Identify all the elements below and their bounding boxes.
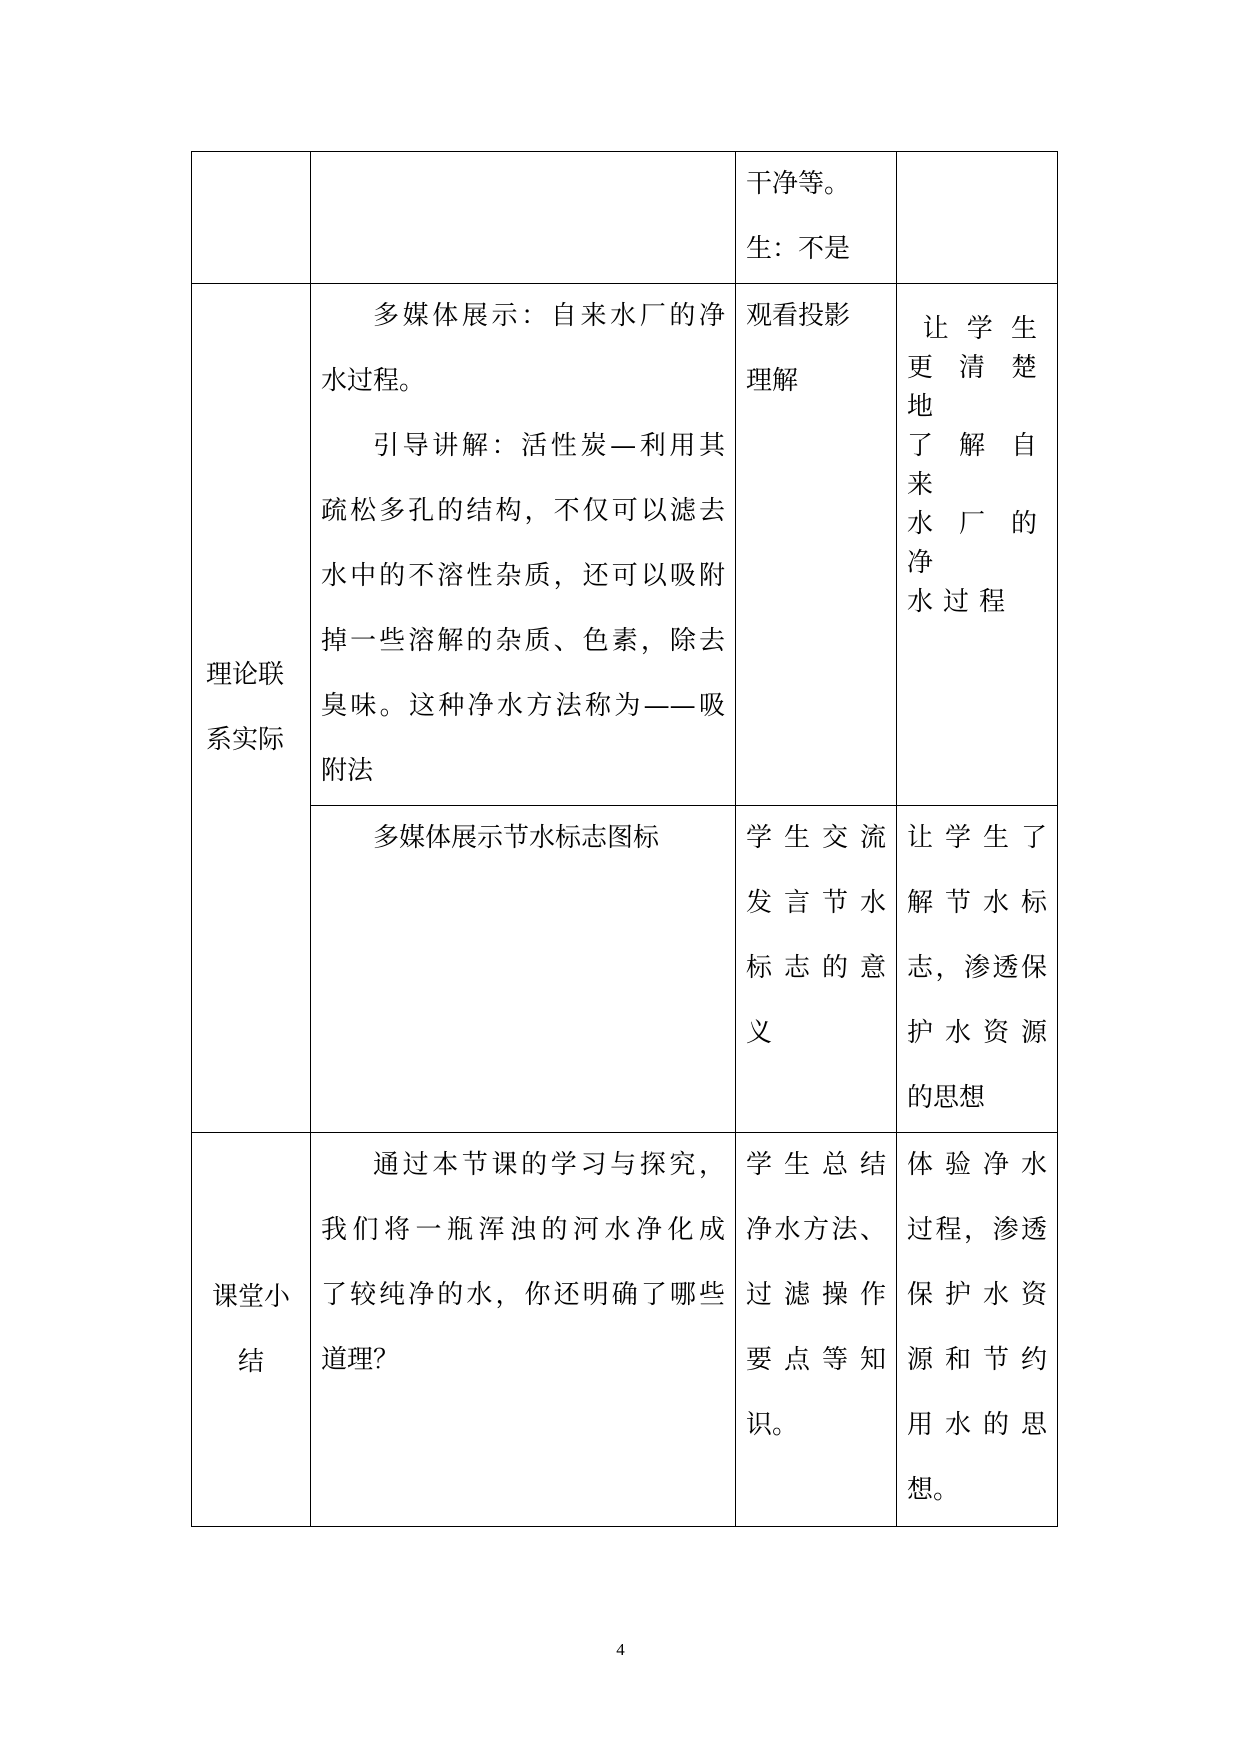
teacher-activity-cell xyxy=(311,1133,736,1527)
page-number: 4 xyxy=(616,1640,625,1659)
text-line: 保护水资 xyxy=(907,1280,1047,1310)
stage-label: 课堂小结 xyxy=(211,1281,290,1377)
text-line: 让学生 xyxy=(922,314,1047,344)
text-line: 附法 xyxy=(321,756,374,786)
text-line: 疏松多孔的结构，不仅可以滤去 xyxy=(321,496,725,526)
text-line: 通过本节课的学习与探究， xyxy=(373,1150,725,1180)
text-line: 观看投影 xyxy=(746,301,851,331)
text-line: 要点等知 xyxy=(746,1345,886,1375)
text-line: 我们将一瓶浑浊的河水净化成 xyxy=(321,1215,725,1245)
text-line: 水过程。 xyxy=(321,366,426,396)
text-line: 了解自来 xyxy=(907,431,1047,500)
text-line: 干净等。 xyxy=(746,169,851,199)
text-line: 体验净水 xyxy=(907,1150,1047,1180)
text-line: 多媒体展示：自来水厂的净 xyxy=(373,301,725,331)
text-line: 道理？ xyxy=(321,1345,400,1375)
text-line: 让学生了 xyxy=(907,823,1047,853)
text-line: 掉一些溶解的杂质、色素，除去 xyxy=(321,626,725,656)
student-activity-cell xyxy=(736,284,897,806)
table-row xyxy=(192,806,1058,1133)
purpose-cell xyxy=(897,1133,1058,1527)
text-line: 多媒体展示节水标志图标 xyxy=(373,823,660,853)
text-line: 护水资源 xyxy=(907,1018,1047,1048)
purpose-cell xyxy=(897,806,1058,1133)
text-line: 生：不是 xyxy=(746,234,851,264)
stage-label: 理论联系实际 xyxy=(206,660,285,755)
text-line: 志，渗透保 xyxy=(907,953,1047,983)
text-line: 水过程 xyxy=(907,587,1016,617)
lesson-plan-table xyxy=(191,151,1058,1527)
text-line: 学生总结 xyxy=(746,1150,886,1180)
text-line: 义 xyxy=(746,1018,773,1048)
stage-cell xyxy=(192,284,311,1133)
purpose-cell xyxy=(897,152,1058,284)
student-activity-cell xyxy=(736,806,897,1133)
teacher-activity-cell xyxy=(311,806,736,1133)
text-line: 过程，渗透 xyxy=(907,1215,1047,1245)
student-activity-cell xyxy=(736,152,897,284)
text-line: 臭味。这种净水方法称为——吸 xyxy=(321,691,725,721)
text-line: 净水方法、 xyxy=(746,1215,886,1245)
text-line: 水厂的净 xyxy=(907,509,1047,578)
stage-cell xyxy=(192,1133,311,1527)
text-line: 的思想 xyxy=(907,1083,986,1113)
student-activity-cell xyxy=(736,1133,897,1527)
table-row xyxy=(192,152,1058,284)
text-line: 过滤操作 xyxy=(746,1280,886,1310)
text-line: 更清楚地 xyxy=(907,353,1047,422)
text-line: 解节水标 xyxy=(907,888,1047,918)
purpose-cell xyxy=(897,284,1058,806)
text-line: 学生交流 xyxy=(746,823,886,853)
teacher-activity-cell xyxy=(311,152,736,284)
text-line: 标志的意 xyxy=(746,953,886,983)
text-line: 理解 xyxy=(746,366,799,396)
table-row xyxy=(192,1133,1058,1527)
teacher-activity-cell xyxy=(311,284,736,806)
text-line: 想。 xyxy=(907,1475,960,1505)
table-row xyxy=(192,284,1058,806)
text-line: 用水的思 xyxy=(907,1410,1047,1440)
text-line: 源和节约 xyxy=(907,1345,1047,1375)
text-line: 发言节水 xyxy=(746,888,886,918)
text-line: 引导讲解：活性炭—利用其 xyxy=(373,431,725,461)
text-line: 识。 xyxy=(746,1410,799,1440)
text-line: 水中的不溶性杂质，还可以吸附 xyxy=(321,561,725,591)
text-line: 了较纯净的水，你还明确了哪些 xyxy=(321,1280,725,1310)
stage-cell xyxy=(192,152,311,284)
